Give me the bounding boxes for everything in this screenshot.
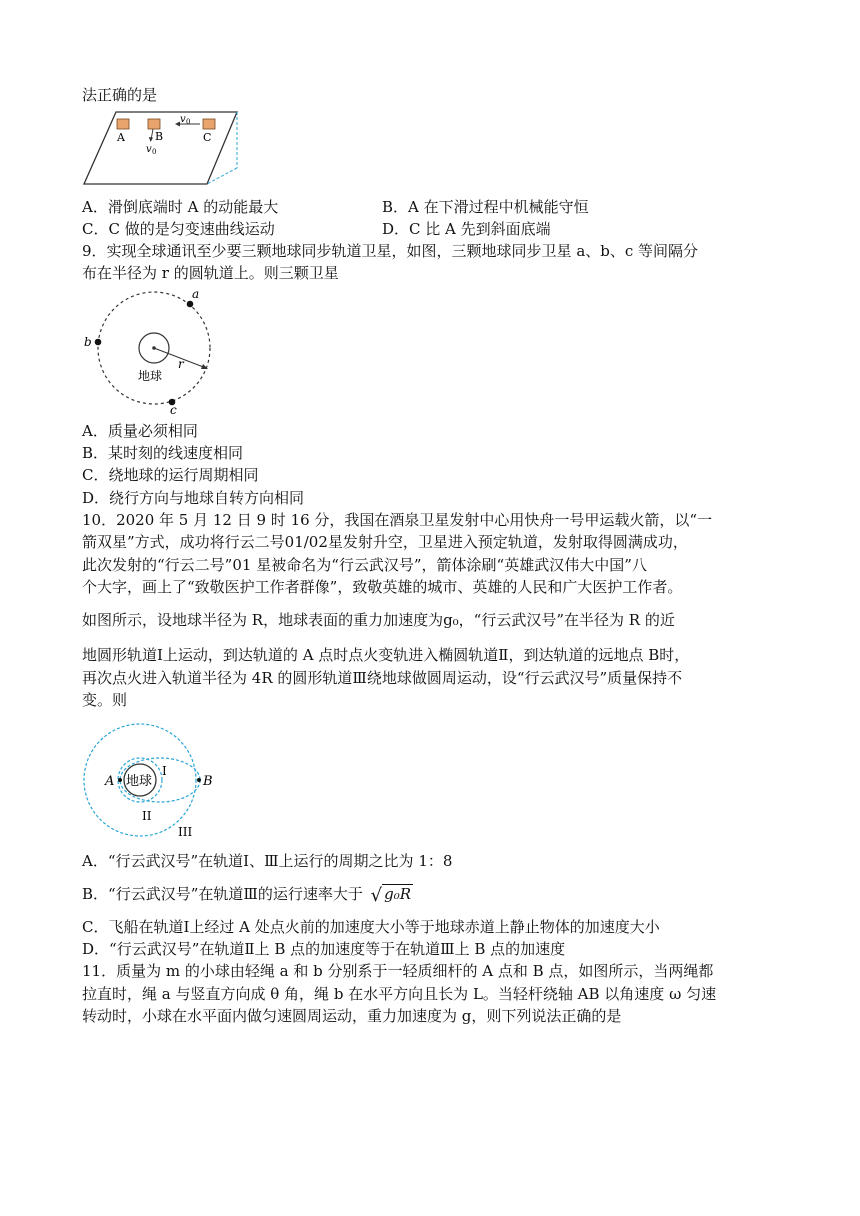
label-orbit-2: II	[142, 809, 152, 823]
point-b	[197, 778, 201, 782]
satellite-b	[95, 339, 102, 346]
q9-option-b: B．某时刻的线速度相同	[82, 444, 244, 462]
label-orbit-1: I	[162, 764, 167, 778]
label-v0-top-sub: 0	[186, 118, 191, 126]
q9-stem-line1: 9．实现全球通讯至少要三颗地球同步轨道卫星，如图，三颗地球同步卫星 a、b、c 等间隔分	[82, 242, 699, 260]
q10-stem-line3: 此次发射的“行云二号”01 星被命名为“行云武汉号”，箭体涂刷“英雄武汉伟大中国”八	[82, 556, 647, 574]
q10-option-a: A．“行云武汉号”在轨道Ⅰ、Ⅲ上运行的周期之比为 1：8	[82, 852, 453, 870]
q10-stem-line4: 个大字，画上了“致敬医护工作者群像”，致敬英雄的城市、英雄的人民和广大医护工作者。	[82, 578, 683, 596]
q10-stem-line6: 地圆形轨道Ⅰ上运动，到达轨道的 A 点时点火变轨进入椭圆轨道Ⅱ，到达轨道的远地点 B时，	[82, 646, 690, 664]
q8-option-d: D．C 比 A 先到斜面底端	[382, 220, 551, 238]
q8-incline-figure	[82, 110, 242, 190]
q10-option-d: D．“行云武汉号”在轨道Ⅱ上 B 点的加速度等于在轨道Ⅲ上 B 点的加速度	[82, 940, 566, 958]
label-v0-top: v	[180, 114, 186, 125]
q10-stem-line1: 10．2020 年 5 月 12 日 9 时 16 分，我国在酒泉卫星发射中心用快舟一号甲运载火箭，以“一	[82, 511, 713, 529]
satellite-a	[187, 301, 194, 308]
block-a	[117, 119, 129, 129]
q11-stem-line3: 转动时，小球在水平面内做匀速圆周运动，重力加速度为 g，则下列说法正确的是	[82, 1007, 622, 1025]
label-b: B	[155, 130, 164, 143]
q8-option-a: A．滑倒底端时 A 的动能最大	[82, 198, 279, 216]
label-earth: 地球	[138, 369, 163, 383]
q8-option-b: B．A 在下滑过程中机械能守恒	[382, 198, 589, 216]
block-c	[203, 119, 215, 129]
q8-option-c: C．C 做的是匀变速曲线运动	[82, 220, 275, 238]
label-orbit-3: III	[178, 825, 193, 839]
q9-stem-line2: 布在半径为 r 的圆轨道上。则三颗卫星	[82, 264, 339, 282]
q10-stem-line5: 如图所示，设地球半径为 R，地球表面的重力加速度为g₀，“行云武汉号”在半径为 R 的近	[82, 611, 675, 629]
label-a: A	[117, 131, 125, 144]
q9-satellite-figure	[82, 288, 222, 418]
label-sat-b: b	[84, 335, 92, 349]
label-v0-bottom: v	[146, 144, 152, 155]
label-sat-c: c	[170, 403, 177, 417]
q10-orbit-figure	[100, 722, 230, 842]
q10-stem-line7: 再次点火进入轨道半径为 4R 的圆形轨道Ⅲ绕地球做圆周运动，设“行云武汉号”质量保持不	[82, 669, 683, 687]
label-point-b: B	[203, 774, 213, 789]
block-b	[148, 119, 160, 129]
q9-option-d: D．绕行方向与地球自转方向相同	[82, 489, 305, 507]
q10-stem-line2: 箭双星”方式，成功将行云二号01/02星发射升空，卫星进入预定轨道，发射取得圆满成功，	[82, 533, 688, 551]
label-v0-bottom-sub: 0	[152, 148, 157, 156]
label-radius-r: r	[178, 357, 184, 371]
q10-option-c: C．飞船在轨道Ⅰ上经过 A 处点火前的加速度大小等于地球赤道上静止物体的加速度大小	[82, 918, 660, 936]
label-c: C	[203, 131, 212, 144]
q10-stem-line8: 变。则	[82, 691, 128, 709]
q9-option-a: A．质量必须相同	[82, 422, 198, 440]
point-a	[118, 778, 122, 782]
q10-option-b-text: B．“行云武汉号”在轨道Ⅲ的运行速率大于	[82, 885, 363, 903]
sqrt-sign: √	[370, 885, 383, 906]
label-sat-a: a	[192, 287, 200, 301]
q8-stem-tail: 法正确的是	[82, 86, 158, 104]
label-point-a: A	[105, 774, 115, 789]
q11-stem-line1: 11．质量为 m 的小球由轻绳 a 和 b 分别系于一轻质细杆的 A 点和 B 点，如图所示，当两绳都	[82, 962, 714, 980]
q11-stem-line2: 拉直时，绳 a 与竖直方向成 θ 角，绳 b 在水平方向且长为 L。当轻杆绕轴 AB 以角速度 ω 匀速	[82, 985, 717, 1003]
q9-option-c: C．绕地球的运行周期相同	[82, 466, 259, 484]
q10-option-b	[82, 883, 413, 907]
sqrt-radicand: g₀R	[384, 885, 412, 903]
label-earth: 地球	[126, 774, 153, 789]
